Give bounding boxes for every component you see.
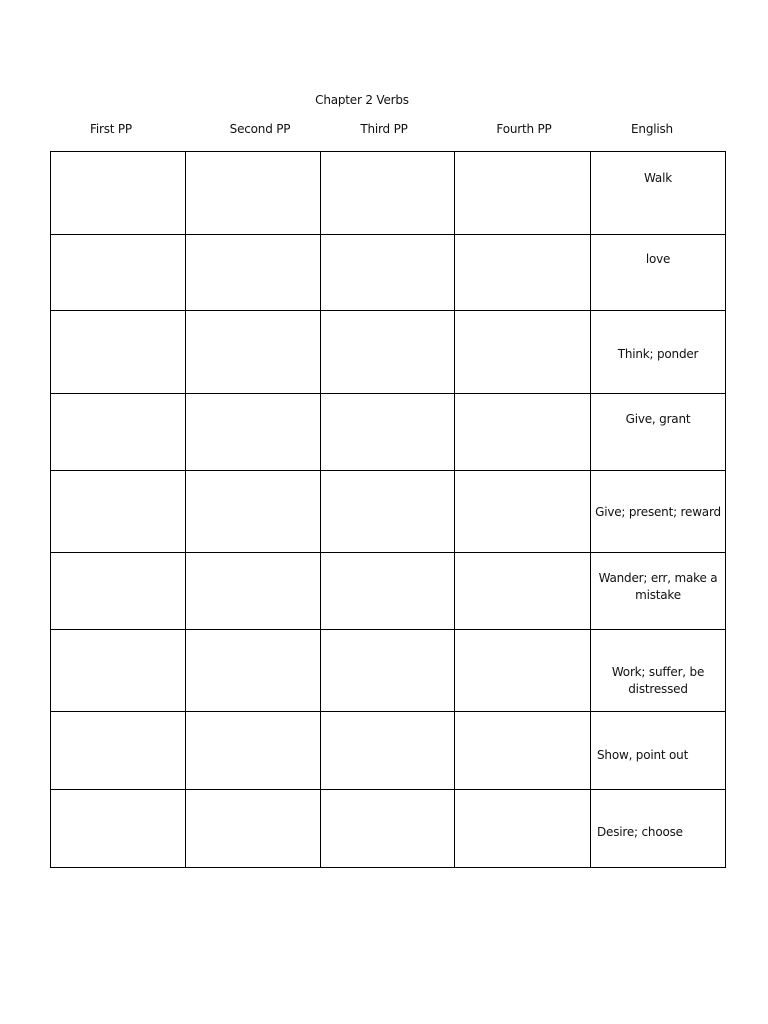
second-pp-cell[interactable] bbox=[186, 394, 321, 471]
second-pp-cell[interactable] bbox=[186, 471, 321, 553]
fourth-pp-cell[interactable] bbox=[455, 394, 591, 471]
table-row bbox=[51, 311, 726, 394]
column-header-fourth-pp: Fourth PP bbox=[496, 122, 552, 136]
english-cell bbox=[591, 471, 726, 553]
second-pp-cell[interactable] bbox=[186, 235, 321, 311]
column-header-third-pp: Third PP bbox=[360, 122, 408, 136]
fourth-pp-cell[interactable] bbox=[455, 235, 591, 311]
table-row bbox=[51, 394, 726, 471]
third-pp-cell[interactable] bbox=[321, 394, 455, 471]
table-row bbox=[51, 712, 726, 790]
third-pp-cell[interactable] bbox=[321, 790, 455, 868]
second-pp-cell[interactable] bbox=[186, 790, 321, 868]
first-pp-cell[interactable] bbox=[51, 311, 186, 394]
first-pp-cell[interactable] bbox=[51, 152, 186, 235]
second-pp-cell[interactable] bbox=[186, 712, 321, 790]
third-pp-cell[interactable] bbox=[321, 471, 455, 553]
third-pp-cell[interactable] bbox=[321, 235, 455, 311]
english-cell bbox=[591, 790, 726, 868]
english-text: Walk bbox=[644, 171, 672, 185]
english-cell bbox=[591, 152, 726, 235]
english-cell bbox=[591, 311, 726, 394]
column-header-second-pp: Second PP bbox=[229, 122, 291, 136]
english-text: Desire; choose bbox=[597, 825, 683, 839]
column-header-english: English bbox=[631, 122, 673, 136]
second-pp-cell[interactable] bbox=[186, 311, 321, 394]
fourth-pp-cell[interactable] bbox=[455, 152, 591, 235]
fourth-pp-cell[interactable] bbox=[455, 553, 591, 630]
table-row bbox=[51, 790, 726, 868]
table-row bbox=[51, 630, 726, 712]
fourth-pp-cell[interactable] bbox=[455, 630, 591, 712]
english-text: Wander; err, make a mistake bbox=[598, 571, 718, 602]
first-pp-cell[interactable] bbox=[51, 394, 186, 471]
english-text: Give, grant bbox=[625, 412, 691, 426]
english-cell bbox=[591, 712, 726, 790]
english-text: Think; ponder bbox=[617, 347, 699, 361]
table-row bbox=[51, 152, 726, 235]
third-pp-cell[interactable] bbox=[321, 311, 455, 394]
fourth-pp-cell[interactable] bbox=[455, 790, 591, 868]
english-cell bbox=[591, 235, 726, 311]
third-pp-cell[interactable] bbox=[321, 553, 455, 630]
table-row bbox=[51, 471, 726, 553]
column-header-first-pp: First PP bbox=[90, 122, 132, 136]
third-pp-cell[interactable] bbox=[321, 630, 455, 712]
english-text: Work; suffer, be distressed bbox=[611, 665, 705, 696]
first-pp-cell[interactable] bbox=[51, 790, 186, 868]
verb-table bbox=[50, 151, 726, 868]
third-pp-cell[interactable] bbox=[321, 152, 455, 235]
first-pp-cell[interactable] bbox=[51, 553, 186, 630]
second-pp-cell[interactable] bbox=[186, 152, 321, 235]
english-text: Show, point out bbox=[597, 748, 689, 762]
first-pp-cell[interactable] bbox=[51, 235, 186, 311]
english-text: love bbox=[645, 252, 671, 266]
second-pp-cell[interactable] bbox=[186, 630, 321, 712]
fourth-pp-cell[interactable] bbox=[455, 471, 591, 553]
table-row bbox=[51, 235, 726, 311]
page-title: Chapter 2 Verbs bbox=[315, 93, 409, 107]
english-cell bbox=[591, 630, 726, 712]
third-pp-cell[interactable] bbox=[321, 712, 455, 790]
fourth-pp-cell[interactable] bbox=[455, 712, 591, 790]
english-cell bbox=[591, 553, 726, 630]
fourth-pp-cell[interactable] bbox=[455, 311, 591, 394]
english-cell bbox=[591, 394, 726, 471]
first-pp-cell[interactable] bbox=[51, 712, 186, 790]
first-pp-cell[interactable] bbox=[51, 630, 186, 712]
second-pp-cell[interactable] bbox=[186, 553, 321, 630]
english-text: Give; present; reward bbox=[595, 505, 721, 519]
table-row bbox=[51, 553, 726, 630]
first-pp-cell[interactable] bbox=[51, 471, 186, 553]
